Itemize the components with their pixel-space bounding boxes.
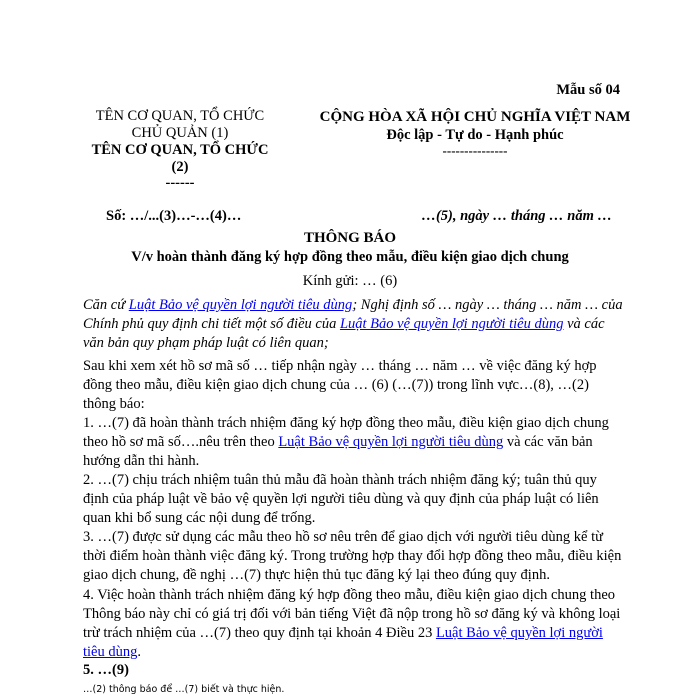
basis-text-2: ; Nghị định số … ngày … tháng … năm … của Chính phủ quy định chi tiết một số điều của: [83, 297, 623, 332]
intro-paragraph: Sau khi xem xét hồ sơ mã số … tiếp nhận ngày … tháng … năm … về việc đăng ký hợp đồng theo mẫu, điều kiện giao dịch chung của … (6) (…(7)) trong lĩnh vực…(8), …(2) thông báo:: [83, 358, 597, 412]
left-header-rule: ------: [165, 175, 195, 191]
consumer-law-link-4[interactable]: Luật Bảo vệ quyền lợi người tiêu dùng: [83, 625, 603, 660]
document-title: THÔNG BÁO: [303, 230, 397, 246]
right-header: [280, 108, 670, 157]
legal-basis: [83, 296, 623, 353]
item-1-text-2: và các văn bản hướng dẫn thi hành.: [83, 434, 593, 469]
item-1-text-1: 1. …(7) đã hoàn thành trách nhiệm đăng ký hợp đồng theo mẫu, điều kiện giao dịch chung theo hồ sơ mã số….nêu trên theo: [83, 415, 609, 450]
national-title: CỘNG HÒA XÃ HỘI CHỦ NGHĨA VIỆT NAM: [319, 109, 631, 125]
item-1: [83, 414, 623, 471]
left-header: [60, 108, 300, 190]
item-4: [83, 586, 623, 662]
item-3: 3. …(7) được sử dụng các mẫu theo hồ sơ nêu trên để giao dịch với người tiêu dùng kể từ thời điểm hoàn thành việc đăng ký. Trong trường hợp thay đổi hợp đồng theo mẫu, điều kiện giao dịch chung, đề nghị …(7) thực hiện thủ tục đăng ký lại theo đúng quy định.: [83, 529, 622, 583]
closing-line: …(2) thông báo để …(7) biết và thực hiện.: [83, 684, 285, 695]
document-date: …(5), ngày … tháng … năm …: [421, 208, 612, 224]
consumer-law-link-1[interactable]: Luật Bảo vệ quyền lợi người tiêu dùng: [128, 297, 353, 313]
item-4-text-1: 4. Việc hoàn thành trách nhiệm đăng ký hợp đồng theo mẫu, điều kiện giao dịch chung theo Thông báo này chỉ có giá trị đối với bản tiếng Việt đã nộp trong hồ sơ đăng ký và không loại trừ trách nhiệm của …(7) theo quy định tại khoản 4 Điều 23: [83, 587, 621, 641]
consumer-law-link-2[interactable]: Luật Bảo vệ quyền lợi người tiêu dùng: [339, 316, 564, 332]
consumer-law-link-3[interactable]: Luật Bảo vệ quyền lợi người tiêu dùng: [278, 434, 504, 450]
issuing-agency: TÊN CƠ QUAN, TỔ CHỨC: [91, 142, 269, 158]
form-number: Mẫu số 04: [556, 82, 620, 98]
right-header-rule: ---------------: [442, 143, 508, 158]
item-5: 5. …(9): [83, 662, 129, 678]
basis-text-3: và các văn bản quy phạm pháp luật có liên quan;: [83, 316, 605, 351]
national-motto: Độc lập - Tự do - Hạnh phúc: [386, 127, 564, 143]
item-4-text-2: .: [137, 644, 141, 660]
item-2: 2. …(7) chịu trách nhiệm tuân thủ mẫu đã hoàn thành trách nhiệm đăng ký; tuân thủ quy định của pháp luật về bảo vệ quyền lợi người tiêu dùng và quy định của pháp luật có liên quan khi bổ sung các nội dung để trống.: [83, 472, 599, 526]
governing-agency: TÊN CƠ QUAN, TỔ CHỨC: [95, 108, 265, 124]
basis-text-1: Căn cứ: [83, 297, 129, 313]
recipient-line: Kính gửi: … (6): [302, 273, 398, 289]
governing-agency-note: CHỦ QUẢN (1): [131, 125, 229, 141]
issuing-agency-note: (2): [171, 159, 189, 175]
document-number: Số: …/...(3)…-…(4)…: [106, 208, 242, 224]
document-subject: V/v hoàn thành đăng ký hợp đồng theo mẫu, điều kiện giao dịch chung: [131, 249, 569, 265]
